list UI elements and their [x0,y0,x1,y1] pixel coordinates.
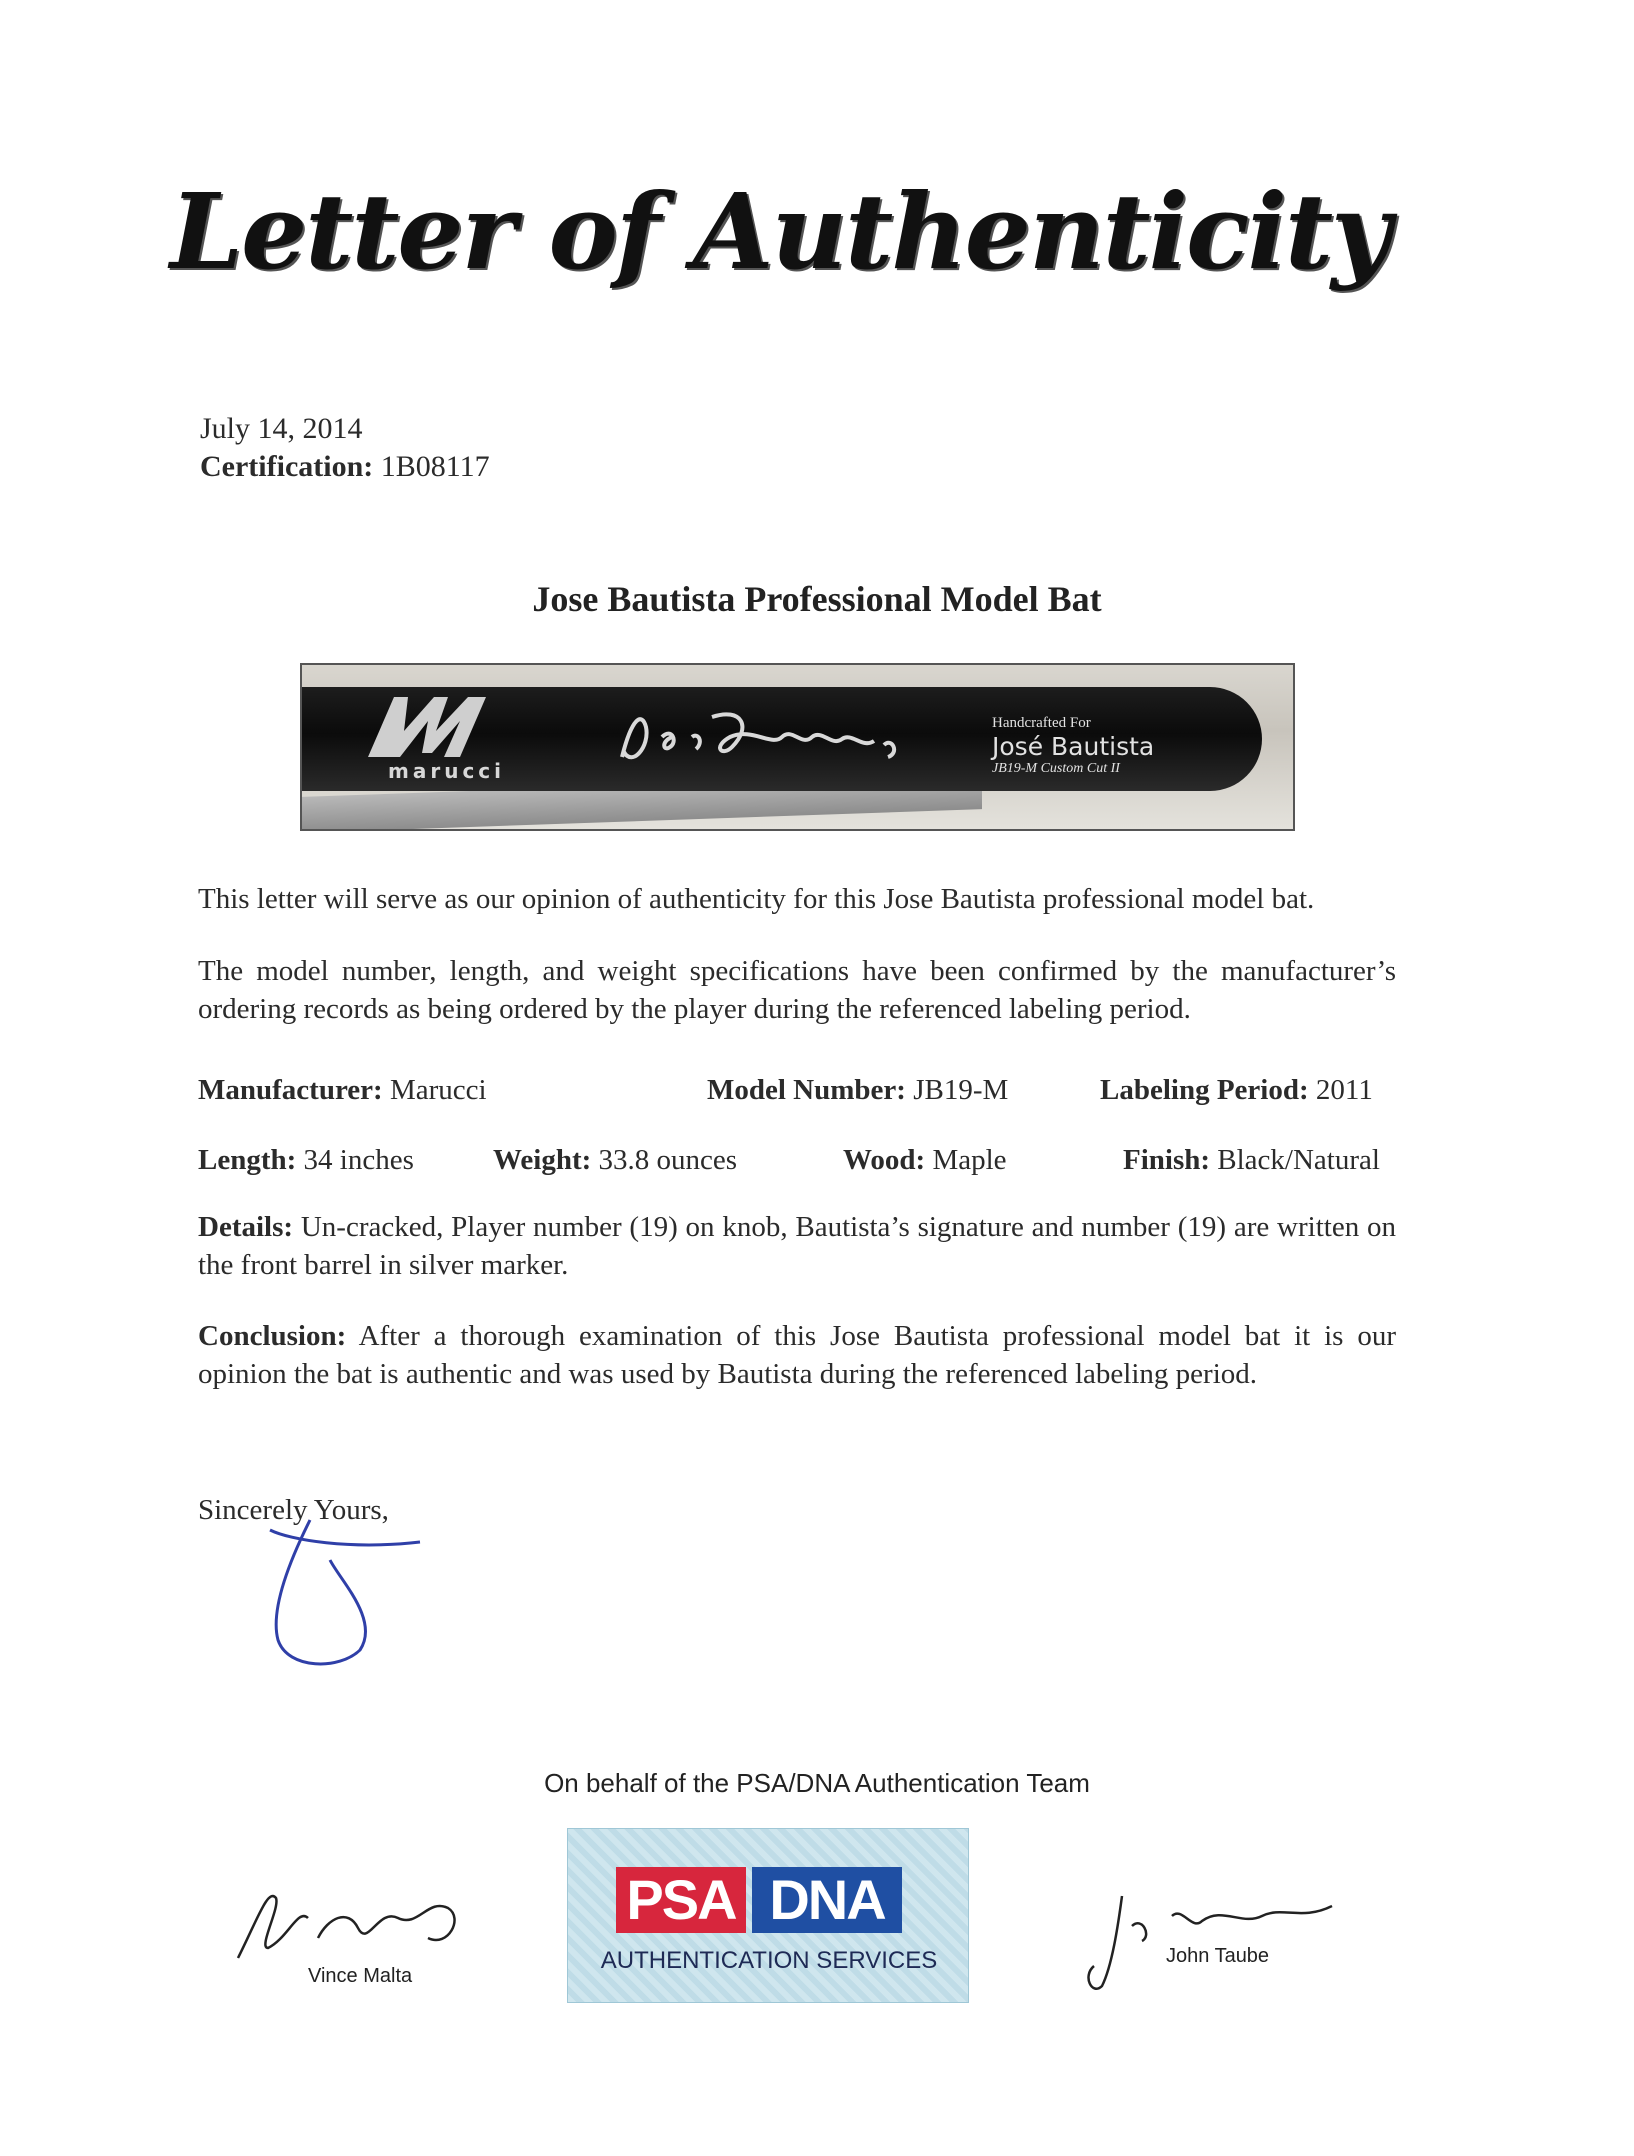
spec-label: Weight: [493,1144,592,1176]
opinion-paragraph: This letter will serve as our opinion of authenticity for this Jose Bautista professional model bat. [198,883,1315,915]
seal-dna-text: DNA [752,1867,902,1933]
spec-value: 33.8 ounces [598,1144,738,1176]
certification-line [200,450,490,484]
spec-label: Finish: [1123,1144,1211,1176]
spec-value: Maple [932,1144,1007,1176]
seal-psa-text: PSA [616,1867,746,1933]
signer-left-name: Vince Malta [308,1965,413,1987]
spec-label: Length: [198,1144,297,1176]
conclusion-label: Conclusion: [198,1320,347,1352]
spec-value: 2011 [1315,1074,1373,1106]
spec-model-number [707,1074,1008,1107]
spec-value: Black/Natural [1217,1144,1380,1176]
bat-label-line2: José Bautista [992,732,1155,761]
certification-number: 1B08117 [380,450,490,483]
bat-photo [300,663,1295,831]
bat-brand-text: marucci [388,759,506,783]
item-heading: Jose Bautista Professional Model Bat [532,579,1102,619]
bat-engraving [992,715,1154,777]
bat-label-line3: JB19-M Custom Cut II [992,761,1120,776]
conclusion-text: After a thorough examination of this Jose Bautista professional model bat it is our opinion the bat is authentic and was used by Bautista during the referenced labeling period. [198,1320,1396,1390]
spec-label: Model Number: [707,1074,906,1106]
letter-title: Letter of Authenticity [170,170,1390,293]
john-taube-signature [1082,1886,1362,1996]
spec-finish [1123,1144,1380,1177]
seal-caption: AUTHENTICATION SERVICES [600,1947,938,1974]
spec-value: JB19-M [913,1074,1009,1106]
spec-weight [493,1144,737,1177]
certification-label: Certification: [200,450,374,483]
spec-label: Wood: [843,1144,926,1176]
spec-length [198,1144,414,1177]
conclusion-paragraph [198,1317,1396,1393]
bat-label-line1: Handcrafted For [992,715,1091,731]
signer-right-name: John Taube [1166,1945,1270,1967]
details-text: Un-cracked, Player number (19) on knob, Bautista’s signature and number (19) are written on the front barrel in silver marker. [198,1211,1397,1281]
records-paragraph: The model number, length, and weight specifications have been confirmed by the manufacturer’s ordering records as being ordered by the player during the referenced labeling period. [198,955,1396,1025]
spec-value: Marucci [389,1074,487,1106]
bat-signature [612,697,912,777]
details-paragraph [198,1208,1396,1284]
psa-dna-seal [567,1828,969,2003]
vince-malta-signature [228,1878,488,1968]
spec-labeling-period [1100,1074,1373,1107]
details-label: Details: [198,1211,294,1243]
marucci-m-logo [364,691,504,761]
behalf-line: On behalf of the PSA/DNA Authentication Team [544,1768,1090,1798]
spec-label: Labeling Period: [1100,1074,1309,1106]
closing-salutation: Sincerely Yours, [198,1494,389,1526]
spec-wood [843,1144,1007,1177]
handwritten-signature [230,1500,450,1680]
spec-value: 34 inches [303,1144,414,1176]
spec-label: Manufacturer: [198,1074,383,1106]
spec-manufacturer [198,1074,487,1107]
letter-date: July 14, 2014 [200,412,363,445]
